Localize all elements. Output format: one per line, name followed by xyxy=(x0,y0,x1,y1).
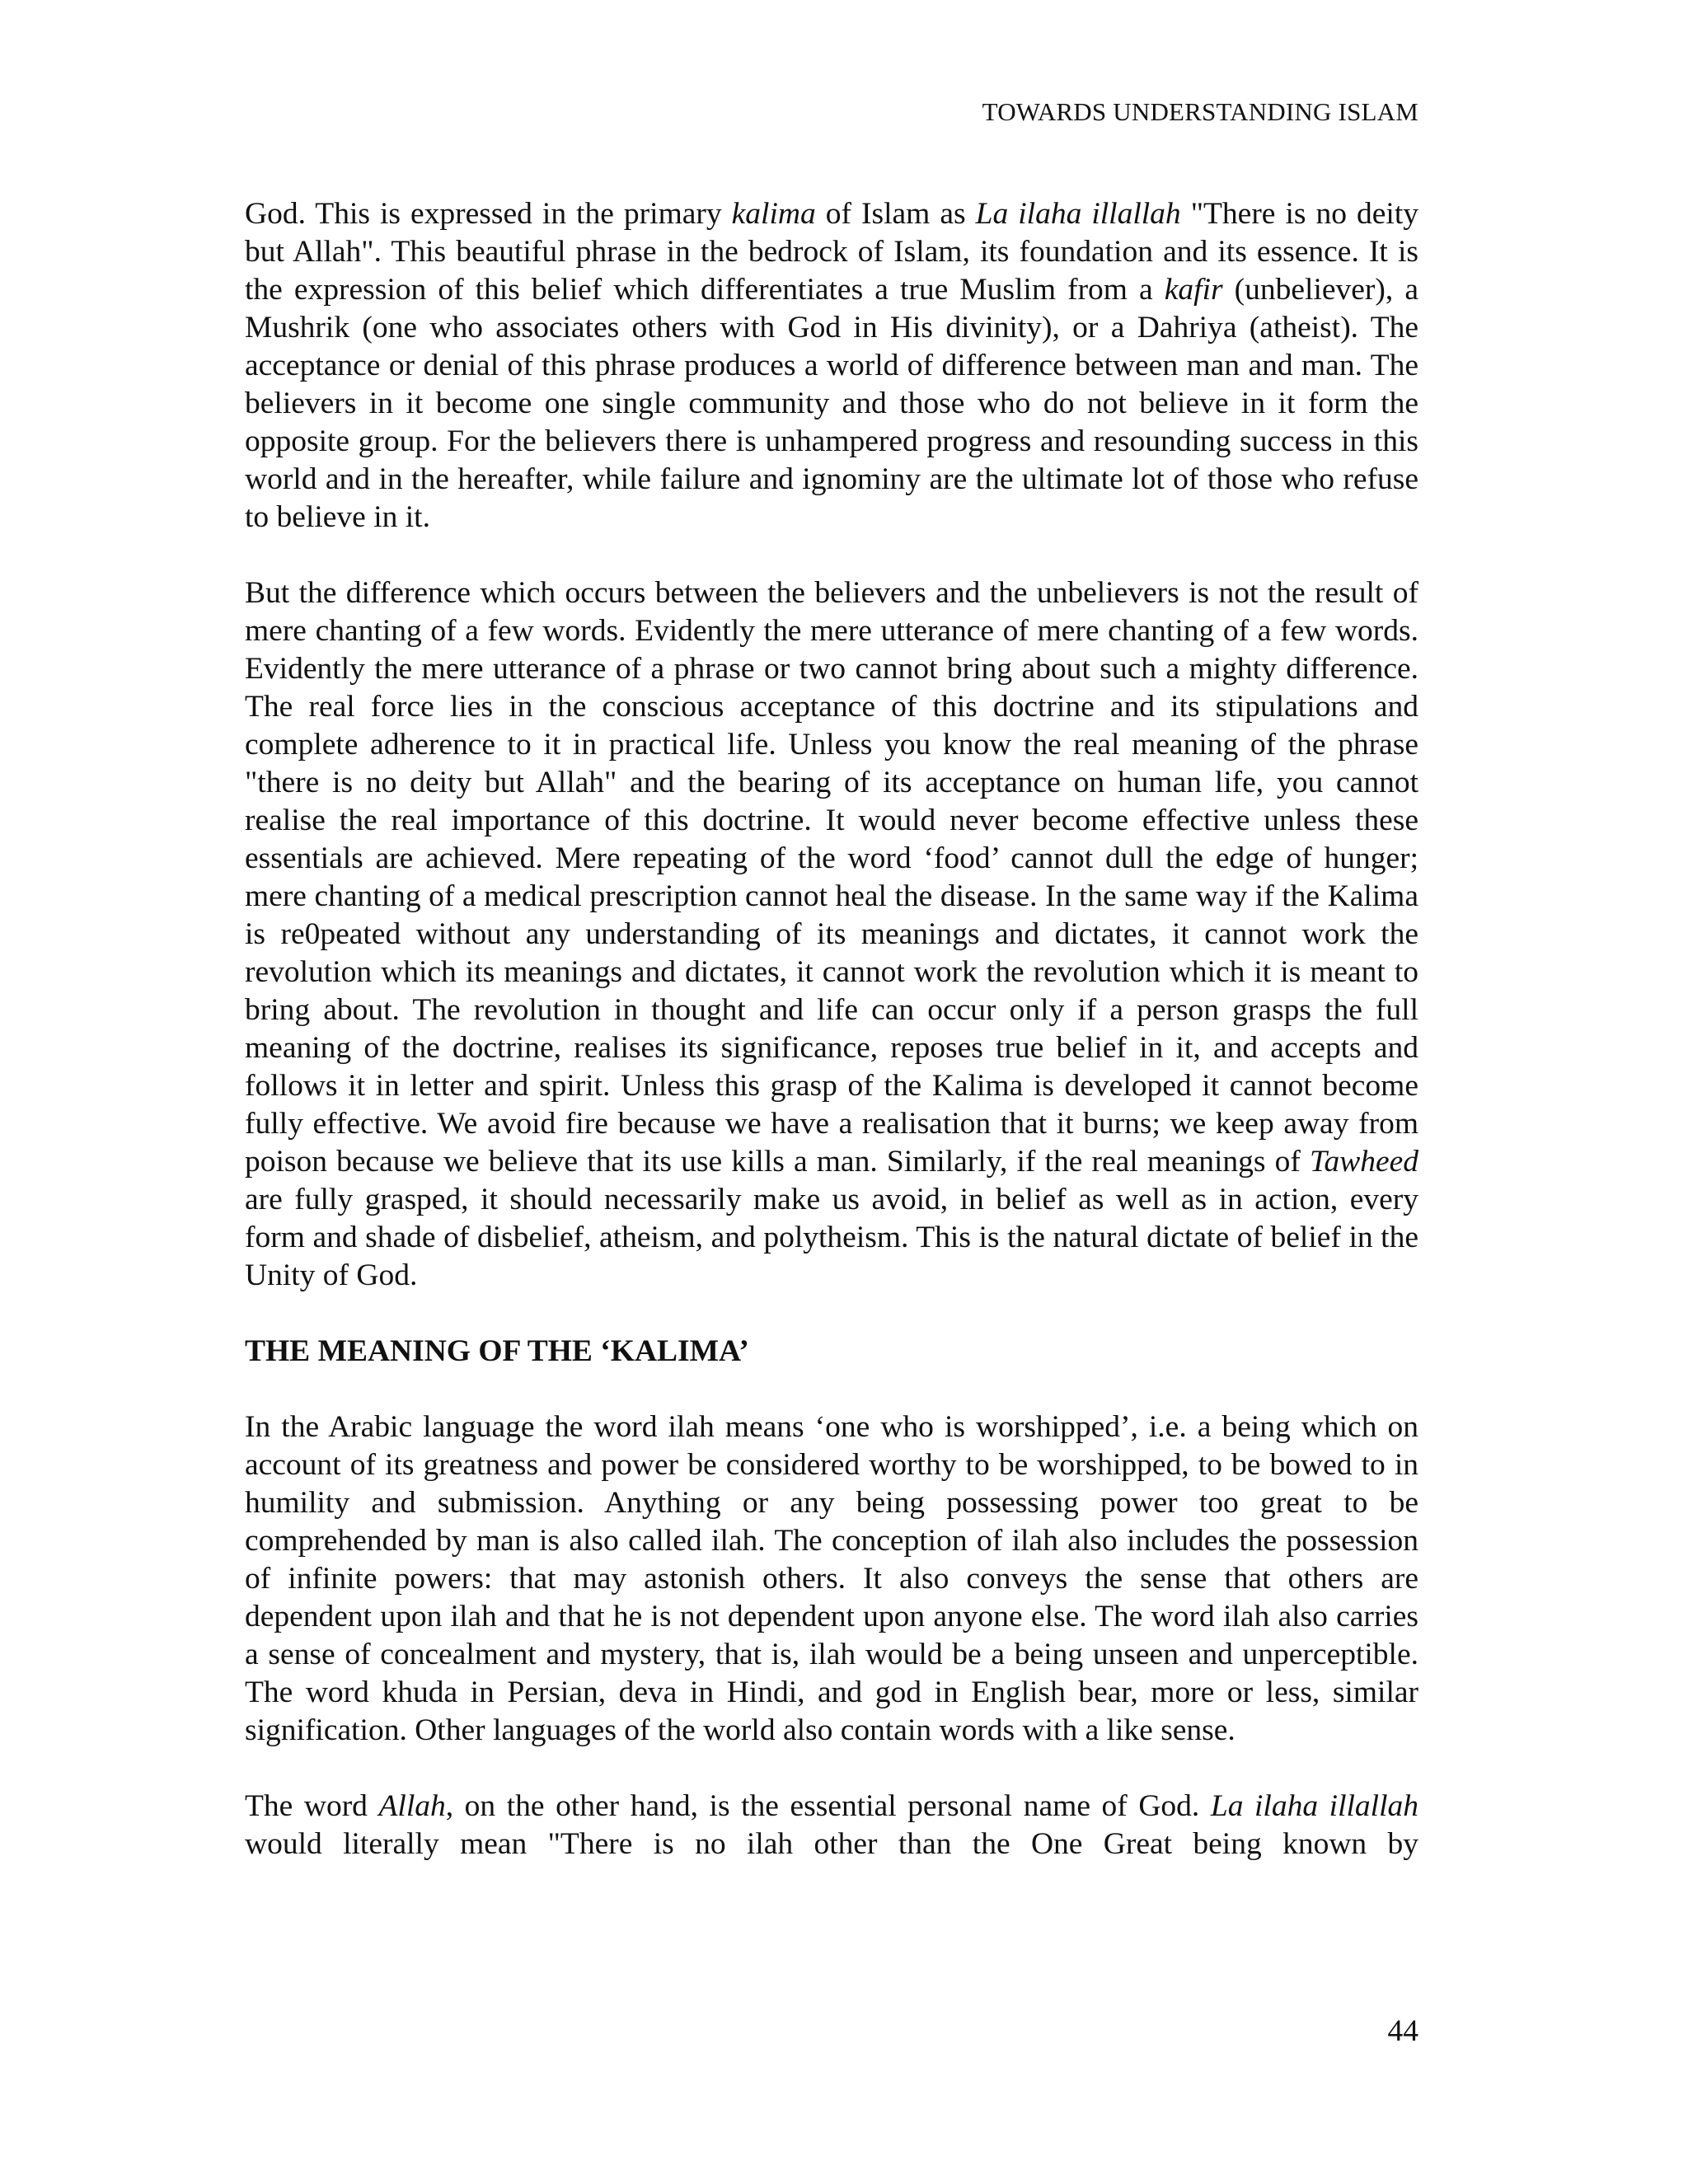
paragraph-believers-difference xyxy=(245,574,1418,1295)
text-run: But the difference which occurs between the believers and the unbelievers is not the result of mere chanting of a few words. Evidently the mere utterance of mere chanting of a few words. Evidently the mere utterance of a phrase or two cannot bring about such a mighty difference. The real force lies in the conscious acceptance of this doctrine and its stipulations and complete adherence to it in practical life. Unless you know the real meaning of the phrase "there is no deity but Allah" and the bearing of its acceptance on human life, you cannot realise the real importance of this doctrine. It would never become effective unless these essentials are achieved. Mere repeating of the word ‘food’ cannot dull the edge of hunger; mere chanting of a medical prescription cannot heal the disease. In the same way if the Kalima is re0peated without any understanding of its meanings and dictates, it cannot work the revolution which its meanings and dictates, it cannot work the revolution which it is meant to bring about. The revolution in thought and life can occur only if a person grasps the full meaning of the doctrine, realises its significance, reposes true belief in it, and accepts and follows it in letter and spirit. Unless this grasp of the Kalima is developed it cannot become fully effective. We avoid fire because we have a realisation that it burns; we keep away from poison because we believe that its use kills a man. Similarly, if the real meanings of xyxy=(245,576,1418,1179)
running-header: TOWARDS UNDERSTANDING ISLAM xyxy=(982,97,1418,126)
text-run: (unbeliever), a Mushrik (one who associates others with God in His divinity), or a Dahriya (atheist). The acceptance or denial of this phrase produces a world of difference between man and man. The believers in it become one single community and those who do not believe in it form the opposite group. For the believers there is unhampered progress and resounding success in this world and in the hereafter, while failure and ignominy are the ultimate lot of those who refuse to believe in it. xyxy=(245,273,1418,534)
text-run: In the Arabic language the word ilah means ‘one who is worshipped’, i.e. a being which on account of its greatness and power be considered worthy to be worshipped, to be bowed to in humility and submission. Anything or any being possessing power too great to be comprehended by man is also called ilah. The conception of ilah also includes the possession of infinite powers: that may astonish others. It also conveys the sense that others are dependent upon ilah and that he is not dependent upon anyone else. The word ilah also carries a sense of concealment and mystery, that is, ilah would be a being unseen and unperceptible. The word khuda in Persian, deva in Hindi, and god in English bear, more or less, similar signification. Other languages of the world also contain words with a like sense. xyxy=(245,1410,1418,1747)
page-number: 44 xyxy=(1387,2014,1418,2048)
italic-term-kafir: kafir xyxy=(1164,273,1223,307)
text-run: of Islam as xyxy=(815,197,976,231)
text-run: The word xyxy=(245,1789,379,1823)
text-run: would literally mean "There is no ilah other than the One Great being known by xyxy=(245,1827,1418,1861)
page-body xyxy=(245,195,1418,1863)
italic-term-kalima: kalima xyxy=(731,197,816,231)
text-run: are fully grasped, it should necessarily make us avoid, in belief as well as in action, every form and shade of disbelief, atheism, and polytheism. This is the natural dictate of belief in the Unity of God. xyxy=(245,1183,1418,1292)
text-run: "There is no deity but Allah". This beautiful phrase in the bedrock of Islam, its foundation and its essence. It is the expression of this belief which differentiates a true Muslim from a xyxy=(245,197,1418,307)
italic-term-la-ilaha: La ilaha illallah xyxy=(1210,1789,1418,1823)
italic-term-allah: Allah xyxy=(378,1789,446,1823)
text-run: , on the other hand, is the essential personal name of God. xyxy=(445,1789,1211,1823)
italic-term-tawheed: Tawheed xyxy=(1310,1145,1418,1179)
paragraph-word-allah xyxy=(245,1788,1418,1863)
paragraph-kalima-intro xyxy=(245,195,1418,537)
text-run: God. This is expressed in the primary xyxy=(245,197,732,231)
italic-term-la-ilaha: La ilaha illallah xyxy=(975,197,1181,231)
section-heading: THE MEANING OF THE ‘KALIMA’ xyxy=(245,1334,749,1368)
paragraph-meaning-of-ilah xyxy=(245,1408,1418,1750)
